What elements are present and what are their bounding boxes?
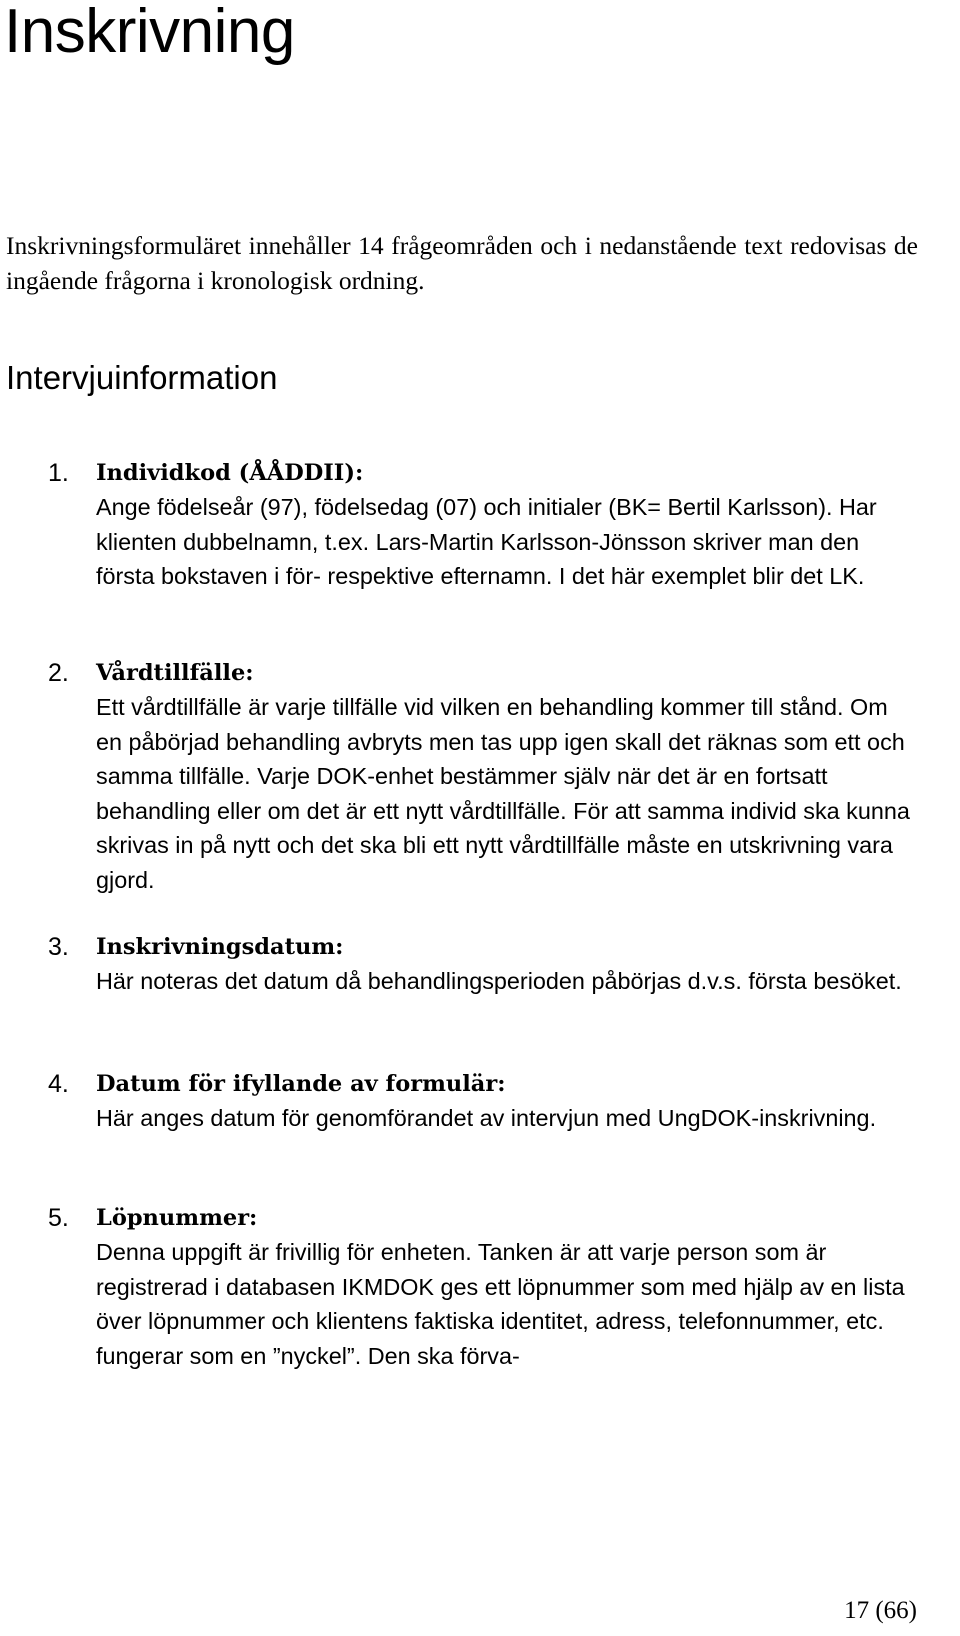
item-content (96, 456, 914, 594)
section-heading: Intervjuinformation (6, 359, 278, 396)
item-body: Här noteras det datum då behandlingsperioden påbörjas d.v.s. första besöket. (96, 968, 902, 994)
item-content (96, 1067, 914, 1136)
item-body: Ett vårdtillfälle är varje tillfälle vid vilken en behandling kommer till stånd. Om en påbörjad behandling avbryts men tas upp igen skall det räknas som ett och samma tillfälle. Varje DOK-enhet bestämmer själv när det är en fortsatt behandling eller om det är ett nytt vårdtillfälle. För att samma individ ska kunna skrivas in på nytt och det ska bli ett nytt vårdtillfälle måste en utskrivning vara gjord. (96, 694, 910, 893)
item-number: 5. (48, 1204, 69, 1232)
item-number: 4. (48, 1070, 69, 1098)
item-label: Löpnummer: (96, 1205, 258, 1231)
item-label: Datum för ifyllande av formulär: (96, 1071, 506, 1097)
item-content (96, 1201, 914, 1373)
intro-paragraph: Inskrivningsformuläret innehåller 14 frågeområden och i nedanstående text redovisas de ingående frågorna i kronologisk ordning. (6, 231, 918, 295)
item-label: Individkod (ÅÅDDII): (96, 460, 364, 486)
item-number: 3. (48, 933, 69, 961)
item-body: Denna uppgift är frivillig för enheten. Tanken är att varje person som är registrerad i databasen IKMDOK ges ett löpnummer som med hjälp av en lista över löpnummer och klientens faktiska identitet, adress, telefonnummer, etc. fungerar som en ”nyckel”. Den ska förva- (96, 1239, 905, 1369)
item-content (96, 930, 914, 999)
item-body: Här anges datum för genomförandet av intervjun med UngDOK-inskrivning. (96, 1105, 877, 1131)
item-number: 1. (48, 459, 69, 487)
item-label: Inskrivningsdatum: (96, 934, 344, 960)
item-number: 2. (48, 659, 69, 687)
page-number: 17 (66) (844, 1597, 917, 1624)
item-body: Ange födelseår (97), födelsedag (07) och initialer (BK= Bertil Karlsson). Har klienten dubbelnamn, t.ex. Lars-Martin Karlsson-Jönsson skriver man den första bokstaven i för- respektive efternamn. I det här exemplet blir det LK. (96, 494, 877, 589)
page-title: Inskrivning (4, 0, 295, 66)
item-content (96, 656, 914, 897)
item-label: Vårdtillfälle: (96, 660, 254, 686)
